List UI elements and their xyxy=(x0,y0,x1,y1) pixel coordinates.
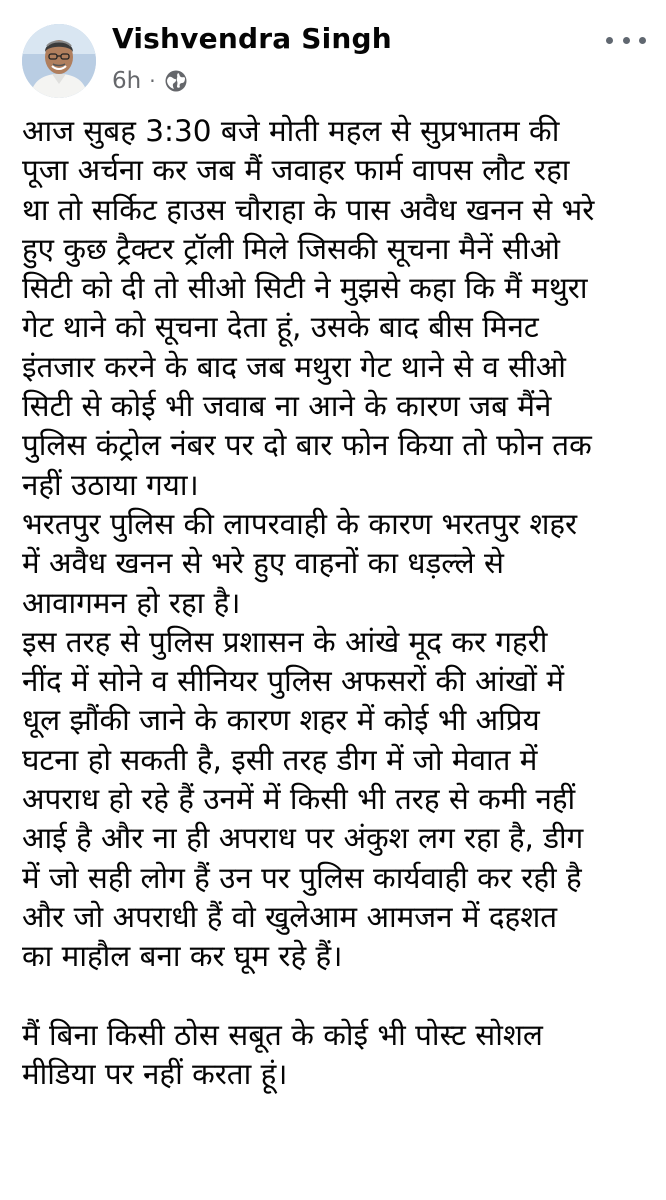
post-line: आज सुबह 3:30 बजे मोती महल से सुप्रभातम की xyxy=(22,114,560,148)
post-line: भरतपुर पुलिस की लापरवाही के कारण भरतपुर शहर xyxy=(22,506,578,541)
author-name[interactable]: Vishvendra Singh xyxy=(112,22,392,55)
post-line: अपराध हो रहे हैं उनमें में किसी भी तरह से कमी नहीं xyxy=(22,782,576,817)
post-line: गेट थाने को सूचना देता हूं, उसके बाद बीस मिनट xyxy=(22,310,539,345)
post-line: घटना हो सकती है, इसी तरह डीग में जो मेवात में xyxy=(22,742,538,777)
post-line: नहीं उठाया गया। xyxy=(22,467,199,502)
post-body xyxy=(22,112,652,1094)
globe-icon[interactable] xyxy=(164,69,188,93)
post-line: था तो सर्किट हाउस चौराहा के पास अवैध खनन से भरे xyxy=(22,192,595,227)
meta-separator: · xyxy=(149,69,156,93)
post-line: मैं बिना किसी ठोस सबूत के कोई भी पोस्ट सोशल xyxy=(22,1017,543,1052)
post-line: में अवैध खनन से भरे हुए वाहनों का धड़ल्ले से xyxy=(22,546,504,581)
post-header xyxy=(0,0,666,108)
more-dot xyxy=(639,37,646,44)
post-line: सिटी को दी तो सीओ सिटी ने मुझसे कहा कि मैं मथुरा xyxy=(22,271,588,306)
post-timestamp[interactable]: 6h xyxy=(112,68,142,94)
post-line: धूल झौंकी जाने के कारण शहर में कोई भी अप्रिय xyxy=(22,703,540,738)
post-line: पुलिस कंट्रोल नंबर पर दो बार फोन किया तो फोन तक xyxy=(22,428,592,463)
more-dot xyxy=(623,37,630,44)
post-line: इंतजार करने के बाद जब मथुरा गेट थाने से व सीओ xyxy=(22,349,566,384)
paragraph-gap xyxy=(22,977,652,1016)
post-line: नींद में सोने व सीनियर पुलिस अफसरों की आंखों में xyxy=(22,664,564,699)
post-line: का माहौल बना कर घूम रहे हैं। xyxy=(22,939,343,974)
post-line: पूजा अर्चना कर जब मैं जवाहर फार्म वापस लौट रहा xyxy=(22,153,570,188)
post-line: हुए कुछ ट्रैक्टर ट्रॉली मिले जिसकी सूचना मैनें सीओ xyxy=(22,231,560,266)
more-dot xyxy=(606,37,613,44)
post-line: आवागमन हो रहा है। xyxy=(22,585,241,620)
post-line: और जो अपराधी हैं वो खुलेआम आमजन में दहशत xyxy=(22,899,558,934)
more-options-icon[interactable] xyxy=(606,28,646,52)
post-meta xyxy=(112,64,188,98)
post-line: में जो सही लोग हैं उन पर पुलिस कार्यवाही कर रही है xyxy=(22,860,582,895)
post-line: मीडिया पर नहीं करता हूं। xyxy=(22,1057,288,1092)
author-avatar[interactable] xyxy=(22,24,96,98)
post-line: सिटी से कोई भी जवाब ना आने के कारण जब मैंने xyxy=(22,389,552,424)
avatar-photo xyxy=(22,24,96,98)
post-line: इस तरह से पुलिस प्रशासन के आंखे मूद कर गहरी xyxy=(22,624,548,659)
post-line: आई है और ना ही अपराध पर अंकुश लग रहा है, डीग xyxy=(22,821,584,856)
